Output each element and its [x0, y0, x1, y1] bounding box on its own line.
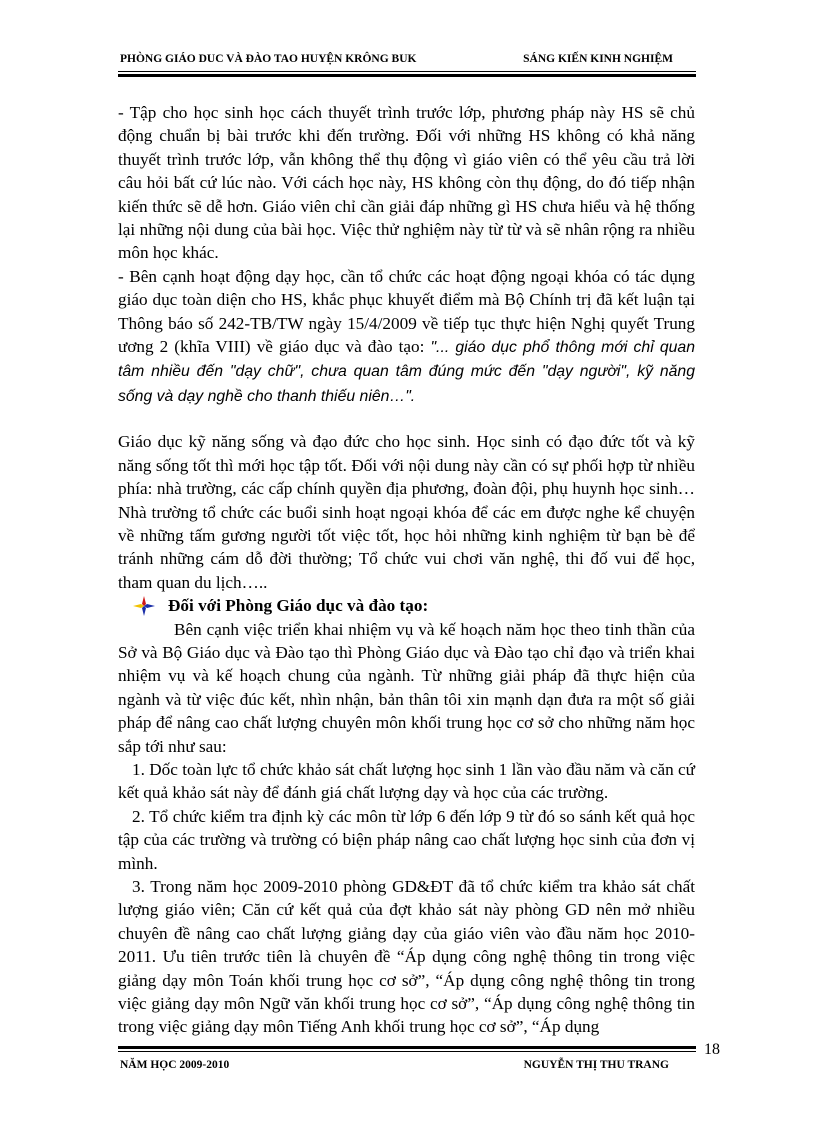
list-item-1: 1. Dốc toàn lực tổ chức khảo sát chất lượng học sinh 1 lần vào đầu năm và căn cứ kết quả khảo sát này để đánh giá chất lượng dạy và học của các trường.: [118, 759, 695, 803]
paragraph-life-skills: Giáo dục kỹ năng sống và đạo đức cho học sinh. Học sinh có đạo đức tốt và kỹ năng sống tốt thì mới học tập tốt. Đối với nội dung này cần có sự phối hợp từ nhiều phía: nhà trường, các cấp chính quyền địa phương, đoàn đội, phụ huynh học sinh…Nhà trường tổ chức các buổi sinh hoạt ngoại khóa để các em được nghe kể chuyện về những tấm gương người tốt việc tốt, học hỏi những kinh nghiệm từ bạn bè để tránh những cám dỗ đời thường; Tổ chức vui chơi văn nghệ, thi đố vui để học, tham quan du lịch…..: [118, 432, 695, 592]
page-footer: [120, 1056, 695, 1076]
list-item-2: 2. Tổ chức kiểm tra định kỳ các môn từ lớp 6 đến lớp 9 từ đó so sánh kết quả học tập của các trường và trường có biện pháp nâng cao chất lượng học sinh của đơn vị mình.: [118, 806, 695, 873]
section-heading-text: Đối với Phòng Giáo dục và đào tạo:: [168, 596, 429, 616]
page-number: 18: [704, 1041, 720, 1058]
quote-text: "... giáo dục phổ thông mới chỉ quan tâm nhiều đến "dạy chữ", chưa quan tâm đúng mức đến "dạy người", kỹ năng sống và dạy nghề cho thanh thiếu niên…".: [118, 339, 695, 405]
paragraph-presentation: - Tập cho học sinh học cách thuyết trình trước lớp, phương pháp này HS sẽ chủ động chuẩn bị bài trước khi đến trường. Đối với những HS không có khả năng thuyết trình trước lớp, vẫn không thể thụ động vì giáo viên có thể yêu cầu trả lời câu hỏi bất cứ lúc nào. Với cách học này, HS không còn thụ động, do đó tiếp nhận kiến thức sẽ dễ hơn. Giáo viên chỉ cần giải đáp những gì HS chưa hiểu và hệ thống lại những nội dung của bài học. Việc thử nghiệm này từ từ và sẽ nhân rộng ra nhiều môn học khác.: [118, 103, 695, 263]
paragraph-department: Bên cạnh việc triển khai nhiệm vụ và kế hoạch năm học theo tinh thần của Sở và Bộ Giáo dục và Đào tạo thì Phòng Giáo dục và Đào tạo chỉ đạo và triển khai nhiệm vụ và kế hoạch chung của ngành. Từ những giải pháp đã thực hiện của ngành và từ việc đúc kết, nhìn nhận, bản thân tôi xin mạnh dạn đưa ra một số giải pháp để nâng cao chất lượng chuyên môn khối trung học cơ sở cho những năm học sắp tới như sau:: [118, 619, 695, 756]
paragraph-extracurricular-text: - Bên cạnh hoạt động dạy học, cần tổ chức các hoạt động ngoại khóa có tác dụng giáo dục toàn diện cho HS, khắc phục khuyết điểm mà Bộ Chính trị đã kết luận tại Thông báo số 242-TB/TW ngày 15/4/2009 về tiếp tục thực hiện Nghị quyết Trung ương 2 (khĩa VIII) về giáo dục và đào tạo:: [118, 266, 695, 357]
header-right-text: SÁNG KIẾN KINH NGHIỆM: [523, 53, 673, 65]
paragraph-extracurricular: [118, 265, 695, 408]
document-body: [118, 101, 695, 1039]
header-left-text: PHÒNG GIÁO DUC VÀ ĐÀO TAO HUYỆN KRÔNG BUK: [120, 53, 417, 65]
four-point-star-bullet-icon: [130, 595, 158, 617]
footer-right-text: NGUYỄN THỊ THU TRANG: [523, 1059, 669, 1071]
page-header: [120, 50, 695, 72]
section-heading: [118, 594, 695, 617]
footer-divider: [118, 1046, 696, 1052]
header-divider: [118, 71, 696, 77]
footer-left-text: NĂM HỌC 2009-2010: [120, 1059, 230, 1071]
list-item-3: 3. Trong năm học 2009-2010 phòng GD&ĐT đã tổ chức kiểm tra khảo sát chất lượng giáo viên; Căn cứ kết quả của đợt khảo sát này phòng GD nên mở nhiều chuyên đề nâng cao chất lượng giảng dạy của giáo viên vào đầu năm học 2010-2011. Ưu tiên trước tiên là chuyên đề “Áp dụng công nghệ thông tin trong việc giảng dạy môn Toán khối trung học cơ sở”, “Áp dụng công nghệ thông tin trong việc giảng dạy môn Ngữ văn khối trung học cơ sở”, “Áp dụng công nghệ thông tin trong việc giảng dạy môn Tiếng Anh khối trung học cơ sở”, “Áp dụng: [118, 877, 695, 1037]
